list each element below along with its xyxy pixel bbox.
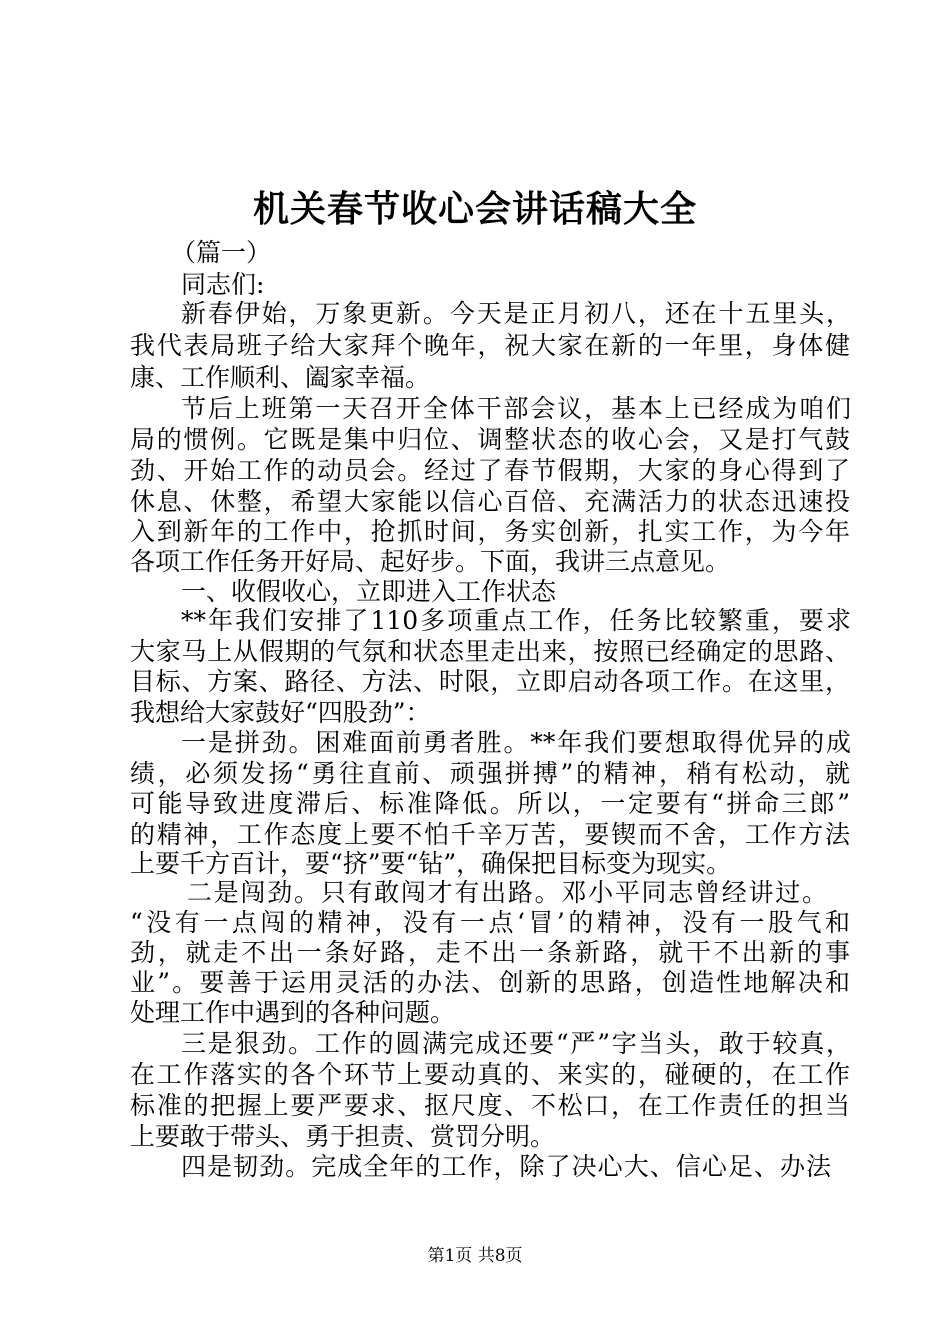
paragraph-line: 业”。要善于运用灵活的办法、创新的思路，创造性地解决和 <box>130 968 850 997</box>
section-heading: 一、收假收心，立即进入工作状态 <box>181 577 557 606</box>
paragraph-line: 一是拼劲。困难面前勇者胜。**年我们要想取得优异的成 <box>181 728 851 757</box>
document-title: 机关春节收心会讲话稿大全 <box>252 188 697 230</box>
paragraph-line: 各项工作任务开好局、起好步。下面，我讲三点意见。 <box>130 547 731 576</box>
page-number-footer: 第1页 共8页 <box>427 1246 523 1266</box>
paragraph-line: 标准的把握上要严要求、抠尺度、不松口，在工作责任的担当 <box>130 1091 850 1120</box>
paragraph-line: 处理工作中遇到的各种问题。 <box>130 998 456 1027</box>
paragraph-line: 可能导致进度滞后、标准降低。所以，一定要有“拼命三郎” <box>130 789 850 818</box>
paragraph-line: 在工作落实的各个环节上要动真的、来实的，碰硬的，在工作 <box>130 1060 850 1089</box>
paragraph-line: 我想给大家鼓好“四股劲”： <box>130 698 431 727</box>
paragraph-line: 局的惯例。它既是集中归位、调整状态的收心会，又是打气鼓 <box>130 425 850 454</box>
paragraph-line: 康、工作顺利、阖家幸福。 <box>130 363 431 392</box>
paragraph-line: 劲，就走不出一条好路，走不出一条新路，就干不出新的事 <box>130 938 850 967</box>
paragraph-line: 大家马上从假期的气氛和状态里走出来，按照已经确定的思路、 <box>130 637 850 666</box>
paragraph-line: “没有一点闯的精神，没有一点‘冒’的精神，没有一股气和 <box>130 908 850 937</box>
paragraph-line: 四是韧劲。完成全年的工作，除了决心大、信心足、办法 <box>181 1152 831 1181</box>
paragraph-line: 三是狠劲。工作的圆满完成还要“严”字当头，敢于较真， <box>181 1029 851 1058</box>
paragraph-line: 上要千方百计，要“挤”要“钻”，确保把目标变为现实。 <box>130 849 732 878</box>
paragraph-line: **年我们安排了110多项重点工作，任务比较繁重，要求 <box>181 606 851 635</box>
paragraph-line: 入到新年的工作中，抢抓时间，务实创新，扎实工作，为今年 <box>130 517 850 546</box>
paragraph-line: 劲、开始工作的动员会。经过了春节假期，大家的身心得到了 <box>130 456 850 485</box>
paragraph-line: 二是闯劲。只有敢闯才有出路。邓小平同志曾经讲过。 <box>187 878 827 907</box>
paragraph-line: 我代表局班子给大家拜个晚年，祝大家在新的一年里，身体健 <box>130 331 850 360</box>
section-label: （篇一） <box>171 238 272 267</box>
paragraph-line: 绩，必须发扬“勇往直前、顽强拼搏”的精神，稍有松动，就 <box>130 759 850 788</box>
paragraph-line: 新春伊始，万象更新。今天是正月初八，还在十五里头， <box>181 299 851 328</box>
paragraph-line: 目标、方案、路径、方法、时限，立即启动各项工作。在这里， <box>130 667 850 696</box>
paragraph-line: 上要敢于带头、勇于担责、赏罚分明。 <box>130 1122 556 1151</box>
salutation: 同志们: <box>181 270 265 299</box>
paragraph-line: 的精神，工作态度上要不怕千辛万苦，要锲而不舍，工作方法 <box>130 820 850 849</box>
paragraph-line: 休息、休整，希望大家能以信心百倍、充满活力的状态迅速投 <box>130 487 850 516</box>
paragraph-line: 节后上班第一天召开全体干部会议，基本上已经成为咱们 <box>181 394 851 423</box>
